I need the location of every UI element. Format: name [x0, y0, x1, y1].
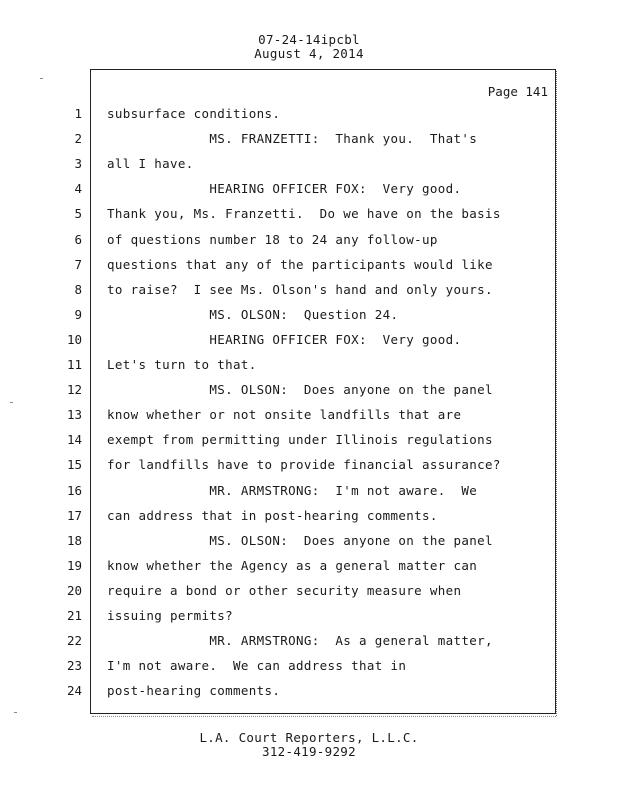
- line-number: 21: [66, 608, 82, 623]
- line-number: 3: [74, 156, 82, 171]
- line-text: of questions number 18 to 24 any follow-up: [107, 232, 438, 247]
- line-number: 17: [66, 508, 82, 523]
- line-text: MS. OLSON: Question 24.: [107, 307, 399, 322]
- line-text: subsurface conditions.: [107, 106, 281, 121]
- line-number: 19: [66, 558, 82, 573]
- scan-speck: [40, 78, 43, 79]
- line-text: know whether or not onsite landfills that are: [107, 407, 462, 422]
- scan-noise-line: [92, 716, 556, 719]
- line-text: require a bond or other security measure when: [107, 583, 462, 598]
- line-text: to raise? I see Ms. Olson's hand and only yours.: [107, 282, 493, 297]
- reporter-name: L.A. Court Reporters, L.L.C.: [199, 730, 419, 745]
- line-number: 1: [74, 106, 82, 121]
- line-number: 24: [66, 683, 82, 698]
- line-number: 6: [74, 232, 82, 247]
- line-text: HEARING OFFICER FOX: Very good.: [107, 181, 462, 196]
- line-text: know whether the Agency as a general matter can: [107, 558, 478, 573]
- line-number: 9: [74, 307, 82, 322]
- line-text: Thank you, Ms. Franzetti. Do we have on the basis: [107, 206, 501, 221]
- line-number: 12: [66, 382, 82, 397]
- line-text: issuing permits?: [107, 608, 234, 623]
- line-text: post-hearing comments.: [107, 683, 281, 698]
- line-number: 14: [66, 432, 82, 447]
- line-number: 16: [66, 483, 82, 498]
- transcript-file-id: 07-24-14ipcbl: [258, 32, 360, 47]
- line-number: 7: [74, 257, 82, 272]
- line-text: can address that in post-hearing comments.: [107, 508, 438, 523]
- line-text: exempt from permitting under Illinois regulations: [107, 432, 493, 447]
- line-number: 11: [66, 357, 82, 372]
- scan-speck: [14, 712, 17, 713]
- transcript-date: August 4, 2014: [254, 46, 364, 61]
- scan-speck: [10, 402, 13, 403]
- line-number: 20: [66, 583, 82, 598]
- line-number: 23: [66, 658, 82, 673]
- page-frame-edge: [556, 71, 560, 716]
- line-number: 13: [66, 407, 82, 422]
- page-number: Page 141: [487, 84, 548, 99]
- line-number: 8: [74, 282, 82, 297]
- line-number: 4: [74, 181, 82, 196]
- line-text: questions that any of the participants would like: [107, 257, 493, 272]
- line-number: 10: [66, 332, 82, 347]
- line-number: 18: [66, 533, 82, 548]
- line-text: Let's turn to that.: [107, 357, 257, 372]
- line-text: I'm not aware. We can address that in: [107, 658, 407, 673]
- line-text: MR. ARMSTRONG: As a general matter,: [107, 633, 493, 648]
- line-text: HEARING OFFICER FOX: Very good.: [107, 332, 462, 347]
- reporter-phone: 312-419-9292: [262, 744, 356, 759]
- line-number: 2: [74, 131, 82, 146]
- line-text: MR. ARMSTRONG: I'm not aware. We: [107, 483, 478, 498]
- line-number: 5: [74, 206, 82, 221]
- line-number: 22: [66, 633, 82, 648]
- line-text: MS. OLSON: Does anyone on the panel: [107, 533, 493, 548]
- line-text: MS. FRANZETTI: Thank you. That's: [107, 131, 478, 146]
- line-text: MS. OLSON: Does anyone on the panel: [107, 382, 493, 397]
- line-text: all I have.: [107, 156, 194, 171]
- line-number: 15: [66, 457, 82, 472]
- line-text: for landfills have to provide financial assurance?: [107, 457, 501, 472]
